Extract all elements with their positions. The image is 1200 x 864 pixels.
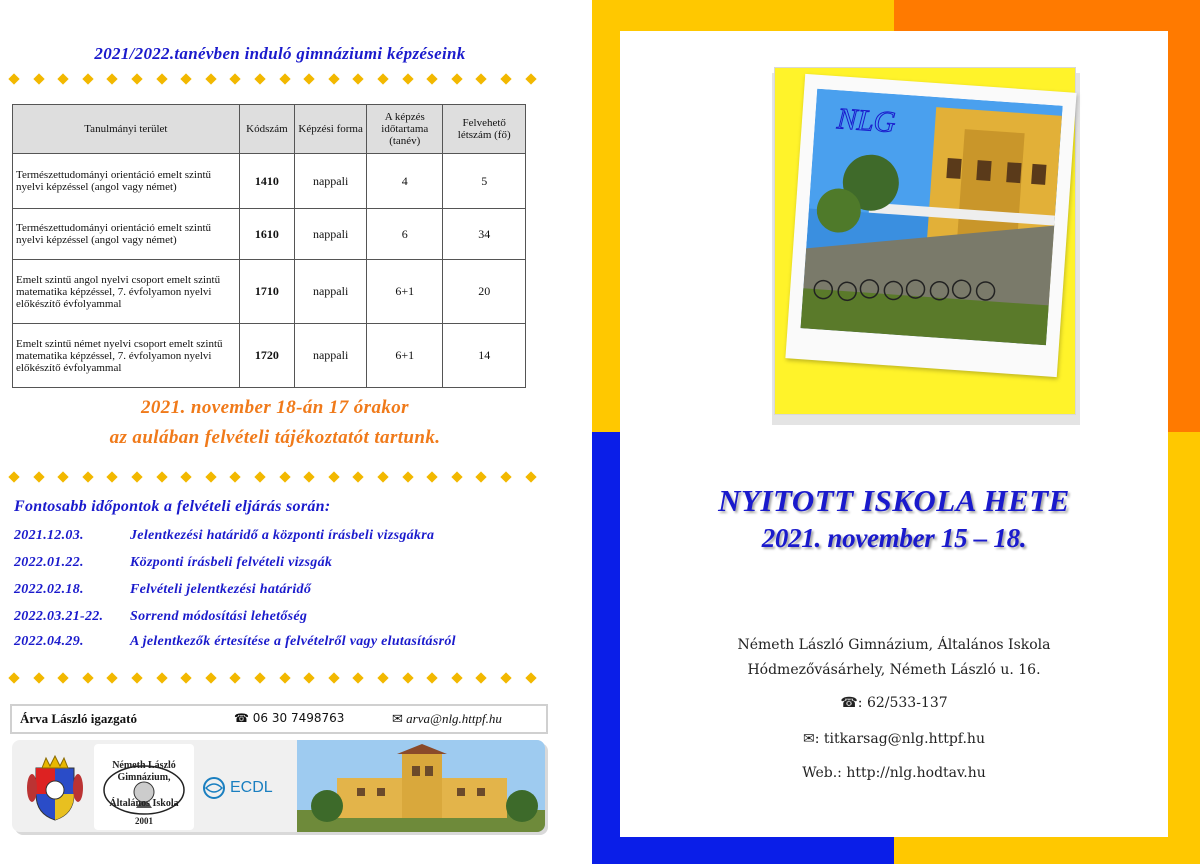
- diamond-icon: [58, 672, 69, 683]
- right-page: [592, 0, 1200, 864]
- row-code: 1410: [239, 154, 294, 209]
- date-value: 2022.03.21-22.: [14, 609, 104, 624]
- diamond-icon: [500, 471, 511, 482]
- dates-title: Fontosabb időpontok a felvételi eljárás során:: [14, 498, 331, 515]
- diamond-icon: [8, 672, 19, 683]
- phone-icon: ☎: [234, 711, 249, 725]
- diamond-icon: [476, 471, 487, 482]
- school-name: Németh László Gimnázium, Általános Iskola: [737, 637, 1051, 653]
- date-description: Sorrend módosítási lehetőség: [130, 609, 308, 624]
- row-area: Emelt szintű angol nyelvi csoport emelt szintű matematika képzéssel, 7. évfolyamon nyelvi előkészítő évfolyammal: [13, 260, 240, 324]
- diamond-icon: [82, 672, 93, 683]
- diamond-icon: [402, 73, 413, 84]
- school-website: Web.: http://nlg.hodtav.hu: [802, 765, 986, 781]
- diamond-icon: [402, 672, 413, 683]
- school-logo-line1: Németh László: [112, 760, 176, 771]
- row-form: nappali: [295, 260, 367, 324]
- diamond-icon: [254, 471, 265, 482]
- row-count: 20: [443, 260, 526, 324]
- diamond-icon: [8, 471, 19, 482]
- diamond-icon: [181, 672, 192, 683]
- diamond-icon: [328, 73, 339, 84]
- row-area: Természettudományi orientáció emelt szintű nyelvi képzéssel (angol vagy német): [13, 154, 240, 209]
- diamond-icon: [58, 73, 69, 84]
- diamond-icon: [107, 73, 118, 84]
- school-logo-line2: Gimnázium,: [117, 772, 171, 783]
- diamond-icon: [230, 471, 241, 482]
- diamond-icon: [304, 73, 315, 84]
- left-page: [0, 0, 590, 864]
- diamond-icon: [181, 471, 192, 482]
- diamond-icon: [156, 471, 167, 482]
- school-phone-number: 62/533-137: [866, 695, 948, 711]
- principal-phone-number: 06 30 7498763: [252, 711, 345, 725]
- row-duration: 6+1: [367, 260, 443, 324]
- diamond-icon: [254, 672, 265, 683]
- diamond-icon: [58, 471, 69, 482]
- coat-of-arms-icon: [26, 754, 84, 822]
- header-code: Kódszám: [239, 105, 294, 154]
- diamond-icon: [328, 672, 339, 683]
- date-row: [14, 528, 434, 544]
- diamond-icon: [8, 73, 19, 84]
- school-building-photo: [801, 89, 1063, 346]
- principal-email: [392, 711, 502, 727]
- diamond-icon: [353, 471, 364, 482]
- photo-caption: NLG: [836, 102, 897, 140]
- event-line-1: 2021. november 18-án 17 órakor: [141, 397, 409, 418]
- diamond-icon: [33, 672, 44, 683]
- envelope-icon: ✉: [392, 711, 403, 726]
- table-header-row: [13, 105, 526, 154]
- diamond-icon: [451, 672, 462, 683]
- diamond-icon: [156, 73, 167, 84]
- diamond-icon: [476, 672, 487, 683]
- header-count: Felvehető létszám (fő): [443, 105, 526, 154]
- ecdl-logo: [202, 776, 292, 800]
- diamond-icon: [427, 471, 438, 482]
- phone-icon: ☎: [840, 695, 858, 711]
- diamond-icon: [377, 672, 388, 683]
- diamond-divider-top: [10, 75, 550, 85]
- diamond-icon: [525, 672, 536, 683]
- row-duration: 6+1: [367, 324, 443, 388]
- diamond-icon: [353, 672, 364, 683]
- header-area: Tanulmányi terület: [13, 105, 240, 154]
- school-email: ✉: titkarsag@nlg.httpf.hu: [803, 731, 985, 747]
- diamond-icon: [254, 73, 265, 84]
- school-logo-year: 2001: [135, 816, 153, 826]
- diamond-icon: [353, 73, 364, 84]
- photo-frame: [774, 67, 1076, 415]
- row-form: nappali: [295, 209, 367, 260]
- date-description: Felvételi jelentkezési határidő: [130, 582, 312, 597]
- diamond-icon: [33, 471, 44, 482]
- logo-strip: [12, 740, 545, 832]
- school-email-address: titkarsag@nlg.httpf.hu: [823, 731, 985, 747]
- row-form: nappali: [295, 154, 367, 209]
- header-form: Képzési forma: [295, 105, 367, 154]
- diamond-icon: [131, 73, 142, 84]
- diamond-icon: [304, 471, 315, 482]
- diamond-icon: [525, 73, 536, 84]
- principal-phone: [234, 711, 344, 725]
- row-count: 5: [443, 154, 526, 209]
- principal-contact-bar: [10, 704, 548, 734]
- diamond-icon: [525, 471, 536, 482]
- date-value: 2021.12.03.: [14, 528, 84, 543]
- diamond-icon: [476, 73, 487, 84]
- row-area: Emelt szintű német nyelvi csoport emelt szintű matematika képzéssel, 7. évfolyamon nyelvi előkészítő évfolyammal: [13, 324, 240, 388]
- diamond-icon: [451, 73, 462, 84]
- row-duration: 4: [367, 154, 443, 209]
- programs-title: 2021/2022.tanévben induló gimnáziumi képzéseink: [94, 44, 466, 63]
- diamond-divider-bottom: [10, 674, 550, 684]
- ecdl-globe-icon: [202, 776, 226, 800]
- school-building-photo: [297, 740, 545, 832]
- row-area: Természettudományi orientáció emelt szintű nyelvi képzéssel (angol vagy német): [13, 209, 240, 260]
- diamond-icon: [451, 471, 462, 482]
- date-row: [14, 582, 311, 598]
- diamond-icon: [230, 672, 241, 683]
- date-row: [14, 555, 332, 571]
- diamond-icon: [205, 471, 216, 482]
- diamond-icon: [107, 471, 118, 482]
- diamond-icon: [500, 672, 511, 683]
- date-row: [14, 609, 307, 625]
- school-phone: ☎: 62/533-137: [840, 695, 948, 711]
- date-value: 2022.04.29.: [14, 634, 84, 649]
- row-form: nappali: [295, 324, 367, 388]
- row-code: 1610: [239, 209, 294, 260]
- white-panel: [620, 31, 1168, 837]
- date-value: 2022.02.18.: [14, 582, 84, 597]
- table-row: [13, 209, 526, 260]
- principal-name: Árva László igazgató: [20, 711, 137, 726]
- diamond-divider-middle: [10, 473, 550, 483]
- diamond-icon: [82, 471, 93, 482]
- event-line-2: az aulában felvételi tájékoztatót tartunk.: [109, 427, 441, 448]
- date-description: A jelentkezők értesítése a felvételről vagy elutasításról: [130, 634, 456, 649]
- school-logo: [94, 744, 194, 830]
- date-value: 2022.01.22.: [14, 555, 84, 570]
- programs-table: [12, 104, 526, 388]
- diamond-icon: [279, 73, 290, 84]
- date-row: [14, 634, 456, 650]
- diamond-icon: [205, 672, 216, 683]
- mail-icon: ✉: [803, 731, 815, 747]
- diamond-icon: [131, 471, 142, 482]
- diamond-icon: [304, 672, 315, 683]
- diamond-icon: [131, 672, 142, 683]
- school-logo-line3: Általános Iskola: [109, 798, 179, 809]
- date-description: Központi írásbeli felvételi vizsgák: [130, 555, 333, 570]
- diamond-icon: [279, 672, 290, 683]
- principal-email-address: arva@nlg.httpf.hu: [406, 711, 502, 726]
- diamond-icon: [33, 73, 44, 84]
- diamond-icon: [427, 672, 438, 683]
- diamond-icon: [156, 672, 167, 683]
- diamond-icon: [205, 73, 216, 84]
- polaroid-photo: [785, 74, 1076, 377]
- diamond-icon: [328, 471, 339, 482]
- diamond-icon: [230, 73, 241, 84]
- table-row: [13, 324, 526, 388]
- table-row: [13, 154, 526, 209]
- diamond-icon: [181, 73, 192, 84]
- main-date: 2021. november 15 – 18.: [761, 523, 1027, 553]
- row-count: 14: [443, 324, 526, 388]
- header-duration: A képzés időtartama (tanév): [367, 105, 443, 154]
- diamond-icon: [82, 73, 93, 84]
- row-count: 34: [443, 209, 526, 260]
- diamond-icon: [427, 73, 438, 84]
- diamond-icon: [500, 73, 511, 84]
- row-code: 1710: [239, 260, 294, 324]
- date-description: Jelentkezési határidő a központi írásbeli vizsgákra: [130, 528, 435, 543]
- school-address: Hódmezővásárhely, Németh László u. 16.: [747, 662, 1041, 678]
- diamond-icon: [279, 471, 290, 482]
- diamond-icon: [377, 73, 388, 84]
- diamond-icon: [377, 471, 388, 482]
- ecdl-label: ECDL: [230, 779, 273, 796]
- row-duration: 6: [367, 209, 443, 260]
- row-code: 1720: [239, 324, 294, 388]
- diamond-icon: [107, 672, 118, 683]
- table-row: [13, 260, 526, 324]
- diamond-icon: [402, 471, 413, 482]
- main-title: NYITOTT ISKOLA HETE: [718, 483, 1070, 518]
